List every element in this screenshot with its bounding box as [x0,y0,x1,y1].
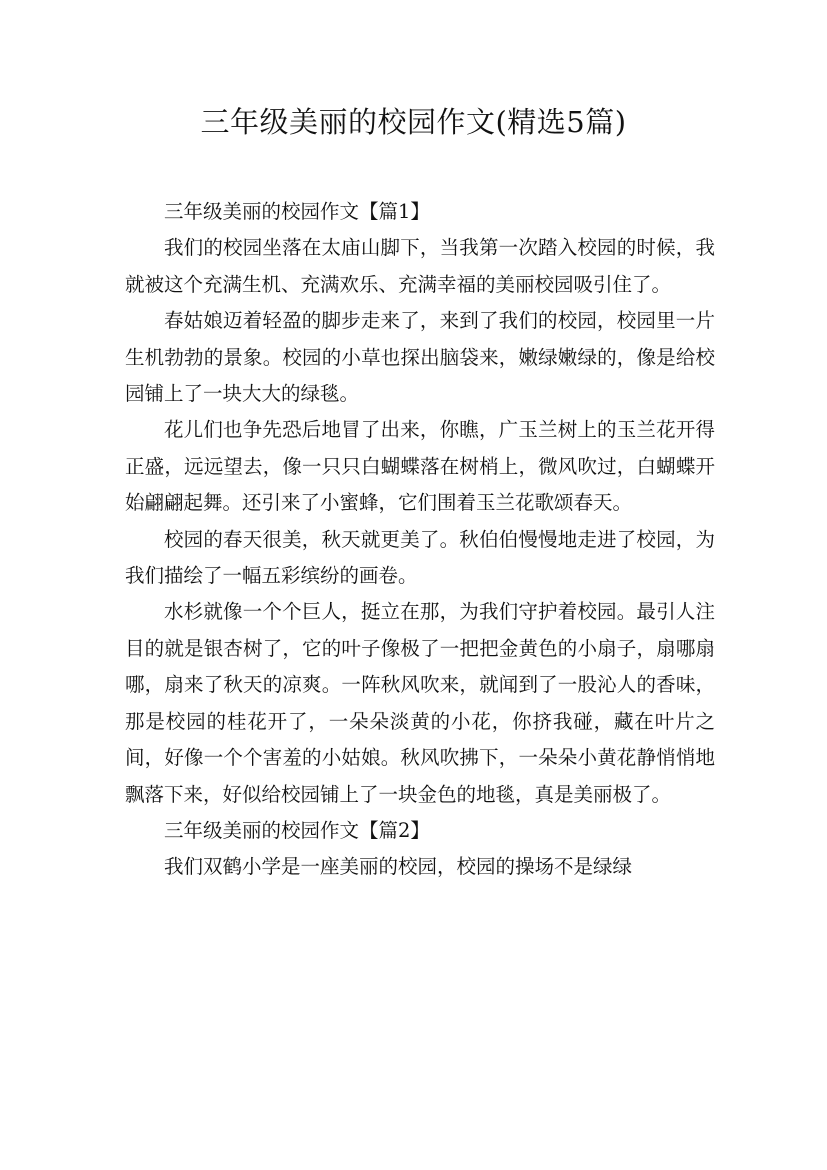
paragraph: 水杉就像一个个巨人，挺立在那，为我们守护着校园。最引人注目的就是银杏树了，它的叶子像极了一把把金黄色的小扇子，扇哪扇哪，扇来了秋天的凉爽。一阵秋风吹来，就闻到了一股沁人的香味，那是校园的桂花开了，一朵朵淡黄的小花，你挤我碰，藏在叶片之间，好像一个个害羞的小姑娘。秋风吹拂下，一朵朵小黄花静悄悄地飘落下来，好似给校园铺上了一块金色的地毯，真是美丽极了。 [125,600,715,806]
paragraph: 我们的校园坐落在太庙山脚下，当我第一次踏入校园的时候，我就被这个充满生机、充满欢乐、充满幸福的美丽校园吸引住了。 [125,236,715,296]
section-heading: 三年级美丽的校园作文【篇1】 [164,200,430,223]
document-title: 三年级美丽的校园作文(精选5篇) [200,105,627,139]
paragraph: 花儿们也争先恐后地冒了出来，你瞧，广玉兰树上的玉兰花开得正盛，远远望去，像一只只白蝴蝶落在树梢上，微风吹过，白蝴蝶开始翩翩起舞。还引来了小蜜蜂，它们围着玉兰花歌颂春天。 [125,418,715,515]
paragraph: 春姑娘迈着轻盈的脚步走来了，来到了我们的校园，校园里一片生机勃勃的景象。校园的小草也探出脑袋来，嫩绿嫩绿的，像是给校园铺上了一块大大的绿毯。 [125,309,715,406]
paragraph: 校园的春天很美，秋天就更美了。秋伯伯慢慢地走进了校园，为我们描绘了一幅五彩缤纷的画卷。 [125,527,715,588]
document-body [125,194,715,886]
paragraph: 我们双鹤小学是一座美丽的校园，校园的操场不是绿绿 [164,855,633,879]
section-heading: 三年级美丽的校园作文【篇2】 [164,818,430,842]
